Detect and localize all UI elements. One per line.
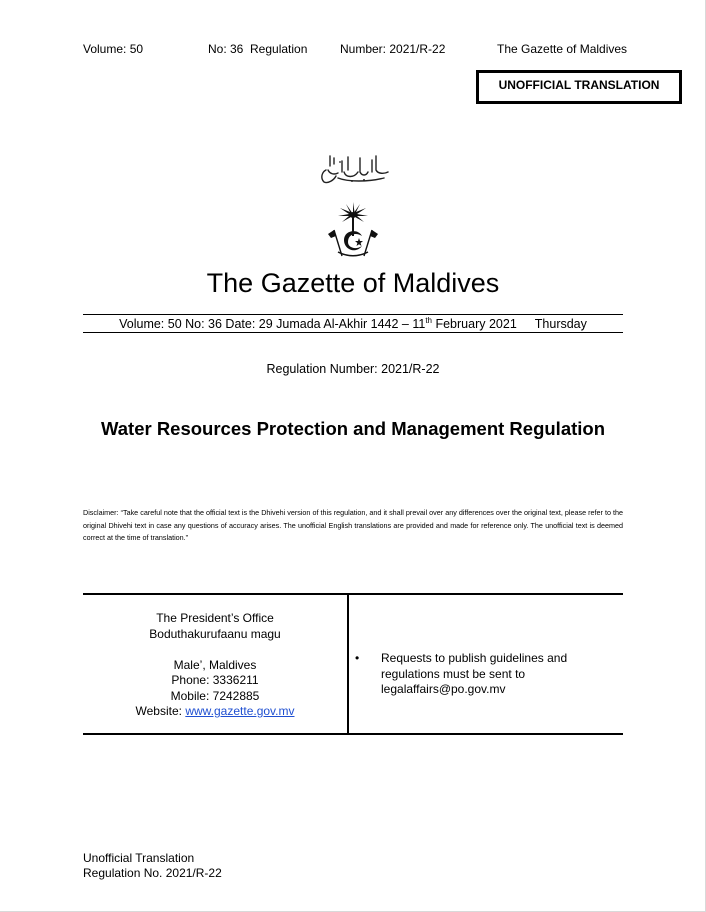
unofficial-translation-box	[476, 70, 682, 104]
website-line	[83, 704, 347, 720]
header-regulation-number: Number: 2021/R-22	[340, 42, 446, 56]
bismillah-calligraphy	[318, 152, 392, 186]
table-divider	[347, 595, 349, 733]
weekday: Thursday	[534, 317, 587, 332]
contact-table	[83, 593, 623, 735]
title-rule-bottom	[83, 332, 623, 333]
header-gazette-name: The Gazette of Maldives	[497, 42, 628, 56]
volume-date-text: Volume: 50 No: 36 Date: 29 Jumada Al-Akhir 1442 – 11	[119, 317, 426, 332]
street-address: Boduthakurufaanu magu	[149, 626, 281, 641]
volume-date-month: February 2021	[432, 317, 517, 332]
unofficial-translation-label: UNOFFICIAL TRANSLATION	[498, 78, 660, 92]
contact-address	[83, 611, 347, 720]
date-ordinal-suffix: th	[425, 316, 432, 325]
page-footer	[83, 851, 222, 881]
phone-number: Phone: 3336211	[171, 673, 259, 687]
disclaimer-text: Disclaimer: “Take careful note that the official text is the Dhivehi version of this regulation, and it shall prevail over any differences over the original text, please refer to the original Dhivehi text in case any questions of accuracy arises. The unofficial English translations are provided and made for reference only. The unofficial text is deemed correct at the time of translation.”	[83, 508, 623, 542]
regulation-number: Regulation Number: 2021/R-22	[266, 362, 440, 376]
office-name: The President’s Office	[156, 611, 274, 625]
notice-text: Requests to publish guidelines and regulations must be sent to legalaffairs@po.gov.mv	[381, 651, 568, 696]
header-volume: Volume: 50	[83, 42, 144, 56]
header-number: No: 36	[208, 42, 244, 56]
gazette-title: The Gazette of Maldives	[206, 268, 500, 298]
bullet-icon: •	[355, 651, 360, 665]
volume-date-line	[83, 316, 623, 331]
mobile-number: Mobile: 7242885	[170, 688, 260, 703]
regulation-title: Water Resources Protection and Management Regulation	[100, 418, 606, 439]
website-link[interactable]: www.gazette.gov.mv	[185, 704, 295, 718]
website-label: Website:	[135, 704, 186, 718]
header-type: Regulation	[250, 42, 308, 56]
footer-line-1: Unofficial Translation	[83, 851, 195, 865]
title-rule-top	[83, 314, 623, 315]
footer-line-2: Regulation No. 2021/R-22	[83, 866, 222, 880]
national-emblem	[328, 200, 378, 258]
city: Male’, Maldives	[173, 657, 257, 672]
